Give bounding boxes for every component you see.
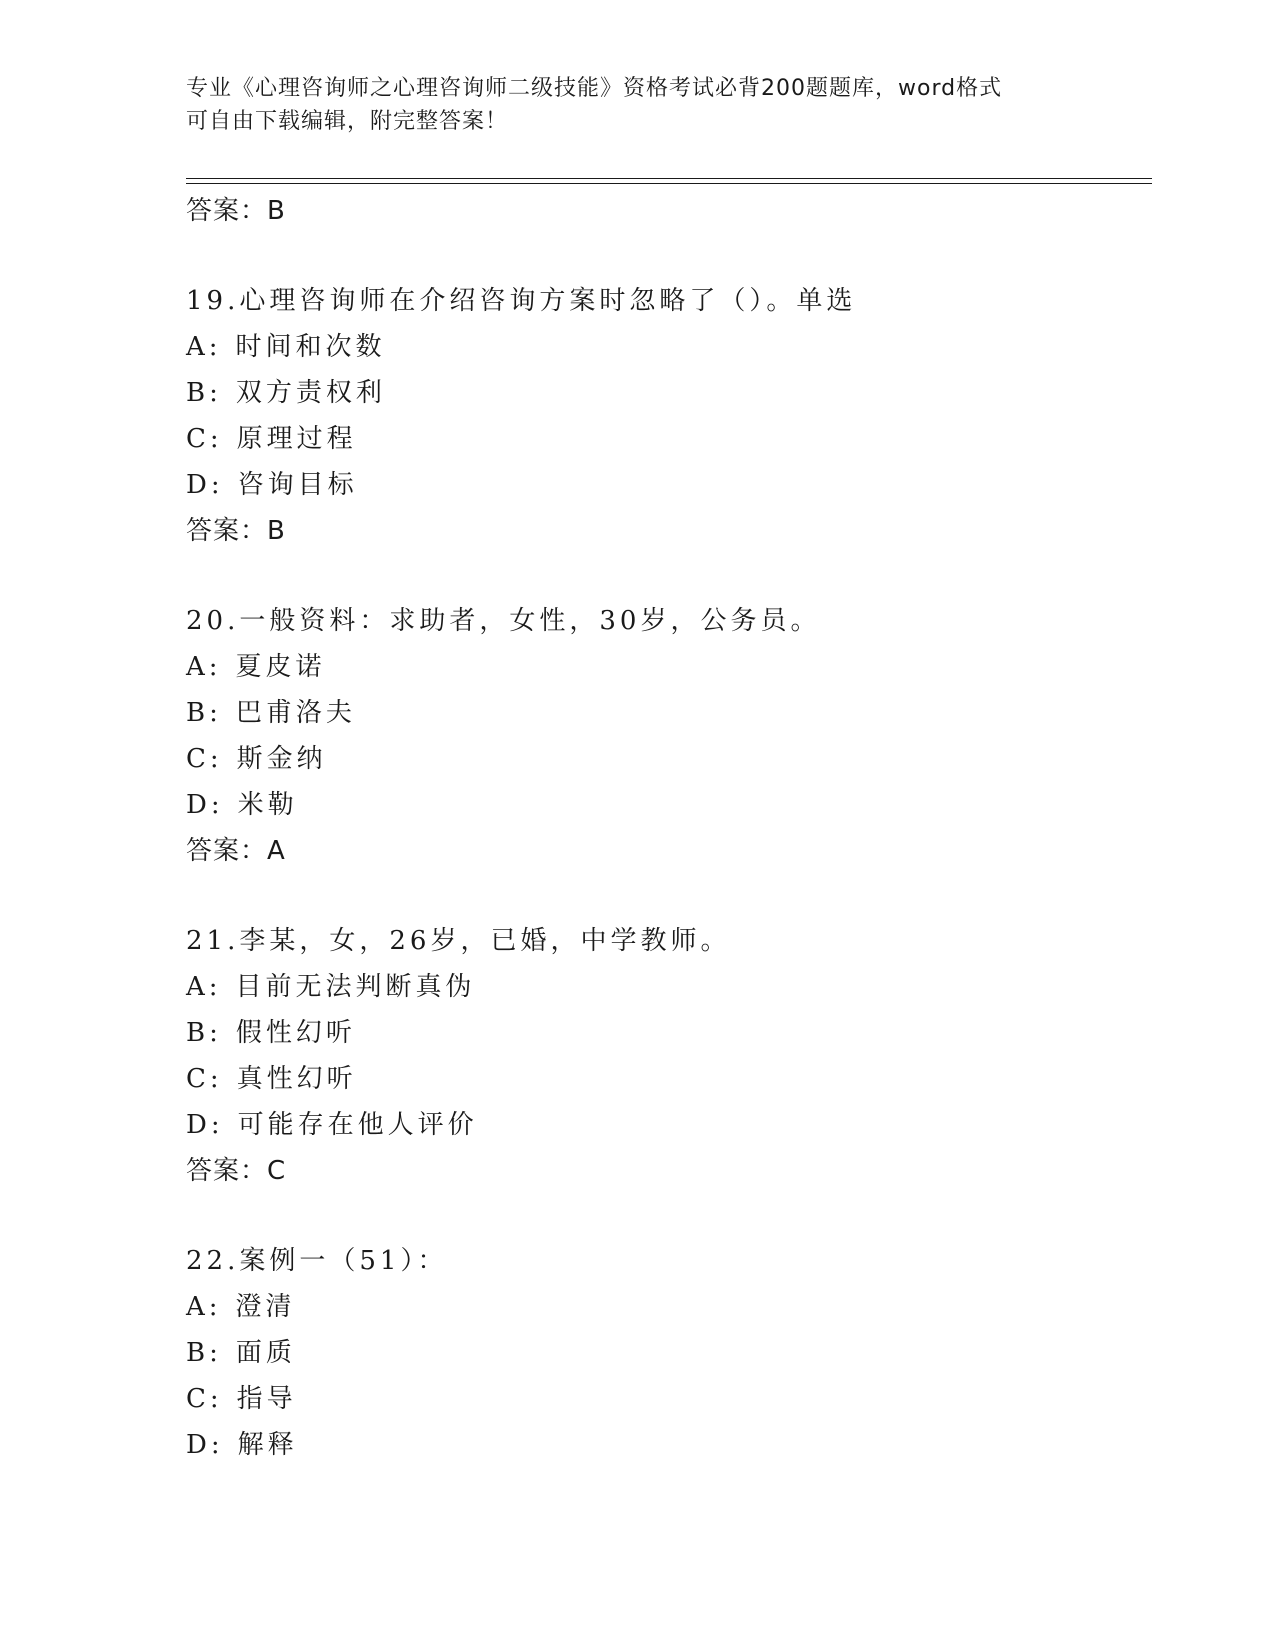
- option-a: [186, 644, 1146, 690]
- answer-value: B: [267, 196, 286, 226]
- question-text: 李某，女，26岁，已婚，中学教师。: [239, 926, 731, 956]
- answer-line: [186, 508, 1146, 554]
- option-letter: C:: [186, 744, 223, 774]
- option-d: [186, 462, 1146, 508]
- option-letter: D:: [186, 790, 224, 820]
- answer-value: C: [267, 1156, 287, 1186]
- option-d: [186, 1422, 1146, 1468]
- header-divider-bottom: [186, 183, 1152, 184]
- option-b: [186, 690, 1146, 736]
- option-text: 夏皮诺: [235, 652, 326, 682]
- option-b: [186, 1010, 1146, 1056]
- option-text: 斯金纳: [236, 744, 327, 774]
- question-text: 心理咨询师在介绍咨询方案时忽略了（）。单选: [239, 286, 857, 316]
- answer-label: 答案：: [186, 1156, 268, 1186]
- answer-line: [186, 188, 1146, 234]
- question-title: [186, 1238, 1146, 1284]
- header-line-1: 专业《心理咨询师之心理咨询师二级技能》资格考试必背200题题库，word格式: [186, 76, 1003, 101]
- option-text: 目前无法判断真伪: [235, 972, 476, 1002]
- option-text: 双方责权利: [235, 378, 386, 408]
- question-title: [186, 598, 1146, 644]
- option-text: 原理过程: [236, 424, 357, 454]
- option-letter: A:: [186, 972, 222, 1002]
- option-letter: A:: [186, 652, 222, 682]
- answer-label: 答案：: [186, 196, 268, 226]
- question-text: 一般资料：求助者，女性，30岁，公务员。: [239, 606, 821, 636]
- option-a: [186, 1284, 1146, 1330]
- option-text: 解释: [237, 1430, 298, 1460]
- option-text: 可能存在他人评价: [237, 1110, 478, 1140]
- option-letter: D:: [186, 470, 224, 500]
- option-text: 巴甫洛夫: [235, 698, 356, 728]
- option-letter: A:: [186, 1292, 222, 1322]
- answer-line: [186, 828, 1146, 874]
- option-c: [186, 416, 1146, 462]
- option-text: 澄清: [235, 1292, 296, 1322]
- option-letter: D:: [186, 1110, 224, 1140]
- option-letter: B:: [186, 698, 222, 728]
- option-a: [186, 964, 1146, 1010]
- question-number: 20.: [186, 606, 240, 636]
- option-text: 面质: [235, 1338, 296, 1368]
- answer-value: A: [267, 836, 286, 866]
- question-title: [186, 278, 1146, 324]
- question-19: [186, 278, 1146, 554]
- option-text: 咨询目标: [237, 470, 358, 500]
- question-20: [186, 598, 1146, 874]
- question-list: [186, 188, 1146, 1468]
- header-line-2: 可自由下载编辑，附完整答案！: [186, 109, 509, 134]
- question-text: 案例一（51）：: [239, 1246, 448, 1276]
- answer-label: 答案：: [186, 836, 268, 866]
- option-c: [186, 736, 1146, 782]
- answer-label: 答案：: [186, 516, 268, 546]
- option-a: [186, 324, 1146, 370]
- document-header: [186, 72, 1086, 138]
- option-text: 米勒: [237, 790, 298, 820]
- question-22: [186, 1238, 1146, 1468]
- option-d: [186, 1102, 1146, 1148]
- answer-value: B: [267, 516, 286, 546]
- option-letter: D:: [186, 1430, 224, 1460]
- question-number: 22.: [186, 1246, 240, 1276]
- question-number: 19.: [186, 286, 240, 316]
- question-21: [186, 918, 1146, 1194]
- option-letter: B:: [186, 378, 222, 408]
- option-c: [186, 1056, 1146, 1102]
- option-letter: B:: [186, 1338, 222, 1368]
- option-text: 时间和次数: [235, 332, 386, 362]
- option-letter: C:: [186, 1064, 223, 1094]
- option-letter: B:: [186, 1018, 222, 1048]
- question-number: 21.: [186, 926, 240, 956]
- option-c: [186, 1376, 1146, 1422]
- option-letter: A:: [186, 332, 222, 362]
- option-b: [186, 1330, 1146, 1376]
- option-text: 指导: [236, 1384, 297, 1414]
- option-text: 真性幻听: [236, 1064, 357, 1094]
- option-d: [186, 782, 1146, 828]
- header-divider-top: [186, 178, 1152, 179]
- option-letter: C:: [186, 1384, 223, 1414]
- question-title: [186, 918, 1146, 964]
- option-text: 假性幻听: [235, 1018, 356, 1048]
- answer-line: [186, 1148, 1146, 1194]
- option-b: [186, 370, 1146, 416]
- option-letter: C:: [186, 424, 223, 454]
